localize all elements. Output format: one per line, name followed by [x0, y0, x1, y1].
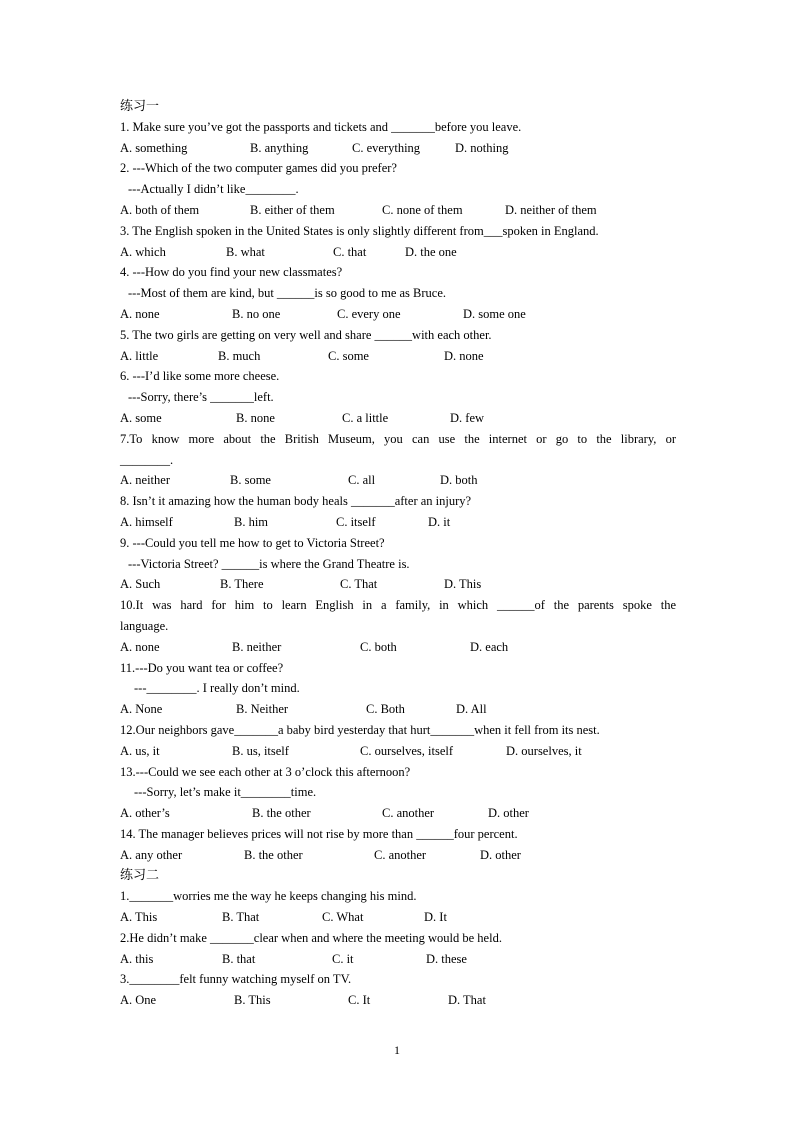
option-b: B. what: [226, 244, 265, 259]
options-2-2: [120, 949, 676, 970]
option-b: B. that: [222, 951, 256, 966]
option-b: B. the other: [252, 806, 311, 821]
question-1-4: 4. ---How do you find your new classmates?: [120, 265, 343, 280]
option-c: C. every one: [337, 306, 401, 321]
option-c: C. What: [322, 910, 364, 925]
options-1-10: [120, 637, 676, 658]
options-1-4: [120, 304, 676, 325]
option-d: D. nothing: [455, 140, 509, 155]
option-a: A. One: [120, 993, 157, 1008]
question-1-6-reply: ---Sorry, there’s _______left.: [128, 390, 274, 405]
option-a: A. Such: [120, 577, 161, 592]
question-1-6: 6. ---I’d like some more cheese.: [120, 369, 280, 384]
option-a: A. none: [120, 639, 160, 654]
option-b: B. him: [234, 514, 269, 529]
page-number: 1: [394, 1043, 400, 1057]
options-1-12: [120, 741, 676, 762]
section-title-1: 练习一: [120, 98, 160, 113]
section-title-2: 练习二: [120, 867, 160, 883]
option-c: C. all: [348, 473, 376, 488]
question-1-8: 8. Isn’t it amazing how the human body heals _______after an injury?: [120, 494, 472, 509]
question-1-13-reply: ---Sorry, let’s make it________time.: [134, 785, 317, 800]
question-1-9: 9. ---Could you tell me how to get to Victoria Street?: [120, 535, 385, 550]
option-d: D. other: [480, 847, 521, 862]
option-c: C. that: [333, 244, 367, 259]
option-a: A. neither: [120, 473, 170, 488]
option-c: C. a little: [342, 410, 389, 425]
option-b: B. some: [230, 473, 271, 488]
option-a: A. This: [120, 910, 158, 925]
question-1-7-cont: ________.: [120, 452, 174, 467]
option-d: D. few: [450, 410, 485, 425]
option-a: A. both of them: [120, 202, 200, 217]
options-1-2: [120, 200, 676, 221]
option-a: A. little: [120, 348, 159, 363]
question-1-9-reply: ---Victoria Street? ______is where the Grand Theatre is.: [128, 556, 410, 571]
question-1-12: 12.Our neighbors gave_______a baby bird yesterday that hurt_______when it fell from its nest.: [120, 722, 600, 737]
option-d: D. each: [470, 639, 509, 654]
options-1-8: [120, 512, 676, 533]
question-2-2: 2.He didn’t make _______clear when and where the meeting would be held.: [120, 930, 502, 945]
option-b: B. much: [218, 348, 261, 363]
option-d: D. none: [444, 348, 484, 363]
option-a: A. himself: [120, 514, 173, 529]
option-a: A. us, it: [120, 743, 160, 758]
option-b: B. no one: [232, 306, 281, 321]
option-d: D. All: [456, 702, 487, 717]
option-b: B. us, itself: [232, 743, 289, 758]
options-1-11: [120, 699, 676, 720]
option-a: A. some: [120, 410, 162, 425]
option-b: B. the other: [244, 847, 303, 862]
question-1-1: 1. Make sure you’ve got the passports and tickets and _______before you leave.: [120, 119, 522, 134]
option-c: C. another: [382, 806, 435, 821]
options-1-3: [120, 242, 676, 263]
question-2-3: 3.________felt funny watching myself on TV.: [120, 972, 352, 987]
option-d: D. That: [448, 993, 486, 1008]
option-a: A. any other: [120, 847, 183, 862]
option-b: B. There: [220, 577, 264, 592]
option-d: D. neither of them: [505, 202, 597, 217]
option-a: A. none: [120, 306, 160, 321]
option-d: D. it: [428, 514, 451, 529]
options-2-1: [120, 907, 676, 928]
question-1-2-reply: ---Actually I didn’t like________.: [128, 182, 299, 197]
option-c: C. It: [348, 993, 371, 1008]
option-c: C. none of them: [382, 202, 463, 217]
options-1-7: [120, 470, 676, 491]
option-a: A. other’s: [120, 806, 170, 821]
options-1-5: [120, 346, 676, 367]
option-b: B. That: [222, 910, 260, 925]
question-1-13: 13.---Could we see each other at 3 o’clock this afternoon?: [120, 764, 411, 779]
option-b: B. none: [236, 410, 275, 425]
question-2-1: 1._______worries me the way he keeps changing his mind.: [120, 889, 417, 904]
option-d: D. other: [488, 806, 529, 821]
question-1-11: 11.---Do you want tea or coffee?: [120, 660, 284, 675]
question-1-10: 10.It was hard for him to learn English in a family, in which ______of the parents spoke the: [120, 598, 676, 613]
options-1-9: [120, 574, 676, 595]
option-c: C. both: [360, 639, 397, 654]
worksheet: [120, 96, 676, 1011]
question-1-11-reply: ---________. I really don’t mind.: [134, 681, 300, 696]
option-c: C. itself: [336, 514, 376, 529]
option-b: B. Neither: [236, 702, 289, 717]
option-b: B. anything: [250, 140, 309, 155]
question-1-3: 3. The English spoken in the United States is only slightly different from___spoken in England.: [120, 223, 599, 238]
option-d: D. these: [426, 951, 467, 966]
options-1-1: [120, 138, 676, 159]
question-1-2: 2. ---Which of the two computer games did you prefer?: [120, 161, 397, 176]
question-1-4-reply: ---Most of them are kind, but ______is so good to me as Bruce.: [128, 286, 447, 301]
question-1-5: 5. The two girls are getting on very well and share ______with each other.: [120, 327, 492, 342]
option-b: B. neither: [232, 639, 282, 654]
option-b: B. This: [234, 993, 271, 1008]
question-1-7: 7.To know more about the British Museum, you can use the internet or go to the library, or: [120, 431, 676, 446]
question-1-14: 14. The manager believes prices will not rise by more than ______four percent.: [120, 826, 518, 841]
options-1-6: [120, 408, 676, 429]
option-a: A. something: [120, 140, 188, 155]
option-c: C. Both: [366, 702, 405, 717]
options-1-14: [120, 845, 676, 866]
option-c: C. everything: [352, 140, 421, 155]
option-b: B. either of them: [250, 202, 335, 217]
option-a: A. this: [120, 951, 154, 966]
option-c: C. That: [340, 577, 378, 592]
question-1-10-cont: language.: [120, 618, 169, 633]
option-d: D. some one: [463, 306, 526, 321]
option-d: D. It: [424, 910, 447, 925]
option-a: A. None: [120, 702, 163, 717]
option-d: D. ourselves, it: [506, 743, 582, 758]
option-c: C. some: [328, 348, 369, 363]
options-2-3: [120, 990, 676, 1011]
option-c: C. ourselves, itself: [360, 743, 454, 758]
options-1-13: [120, 803, 676, 824]
option-d: D. This: [444, 577, 482, 592]
option-c: C. it: [332, 951, 354, 966]
option-a: A. which: [120, 244, 166, 259]
option-d: D. both: [440, 473, 478, 488]
option-c: C. another: [374, 847, 427, 862]
option-d: D. the one: [405, 244, 457, 259]
